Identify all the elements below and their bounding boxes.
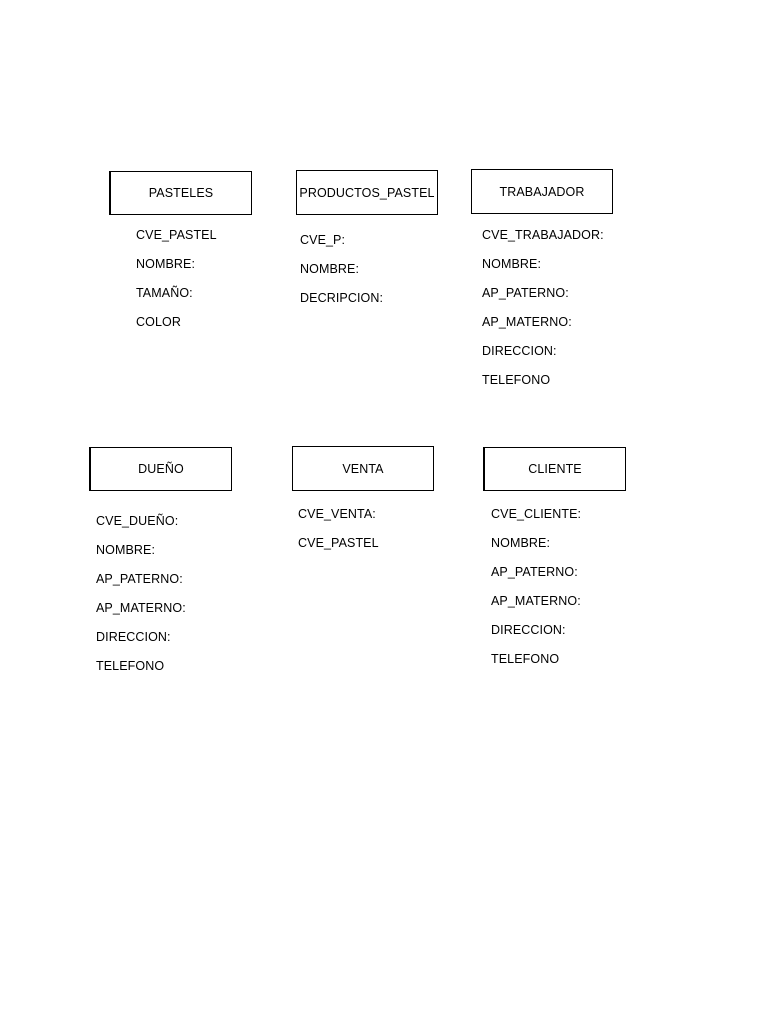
attribute: AP_PATERNO: [491,565,578,579]
attribute: COLOR [136,315,181,329]
attribute-list-pasteles [136,227,217,343]
attribute: TELEFONO [482,373,551,387]
attribute: AP_MATERNO: [96,601,186,615]
attribute: CVE_TRABAJADOR: [482,228,604,242]
attribute: CVE_VENTA: [298,507,376,521]
attribute: AP_MATERNO: [491,594,581,608]
attribute: NOMBRE: [491,536,551,550]
attribute: NOMBRE: [482,257,542,271]
attribute-list-cliente [491,506,581,680]
attribute: CVE_DUEÑO: [96,514,179,528]
entity-box-dueno [89,447,232,491]
attribute: AP_PATERNO: [96,572,183,586]
entity-box-trabajador [471,169,613,214]
attribute: DIRECCION: [482,344,557,358]
attribute-list-productos-pastel [300,232,383,319]
attribute: TELEFONO [491,652,560,666]
attribute-list-trabajador [482,227,604,401]
attribute: CVE_P: [300,233,346,247]
attribute-list-dueno [96,513,186,687]
entity-title: CLIENTE [528,462,582,476]
attribute: AP_PATERNO: [482,286,569,300]
attribute: DIRECCION: [96,630,171,644]
attribute: DIRECCION: [491,623,566,637]
attribute-list-venta [298,506,379,564]
entity-box-pasteles [109,171,252,215]
entity-title: VENTA [342,461,384,476]
attribute: NOMBRE: [300,262,360,276]
attribute: TAMAÑO: [136,286,193,300]
entity-box-venta [292,446,434,491]
attribute: TELEFONO [96,659,165,673]
entity-title: DUEÑO [138,462,184,476]
entity-box-productos-pastel [296,170,438,215]
attribute: CVE_CLIENTE: [491,507,582,521]
attribute: CVE_PASTEL [298,536,379,550]
entity-title: TRABAJADOR [499,184,585,199]
attribute: CVE_PASTEL [136,228,217,242]
attribute: DECRIPCION: [300,291,384,305]
entity-box-cliente [483,447,626,491]
attribute: AP_MATERNO: [482,315,572,329]
entity-title: PASTELES [148,186,214,200]
entity-title: PRODUCTOS_PASTEL [299,185,435,200]
attribute: NOMBRE: [136,257,196,271]
attribute: NOMBRE: [96,543,156,557]
